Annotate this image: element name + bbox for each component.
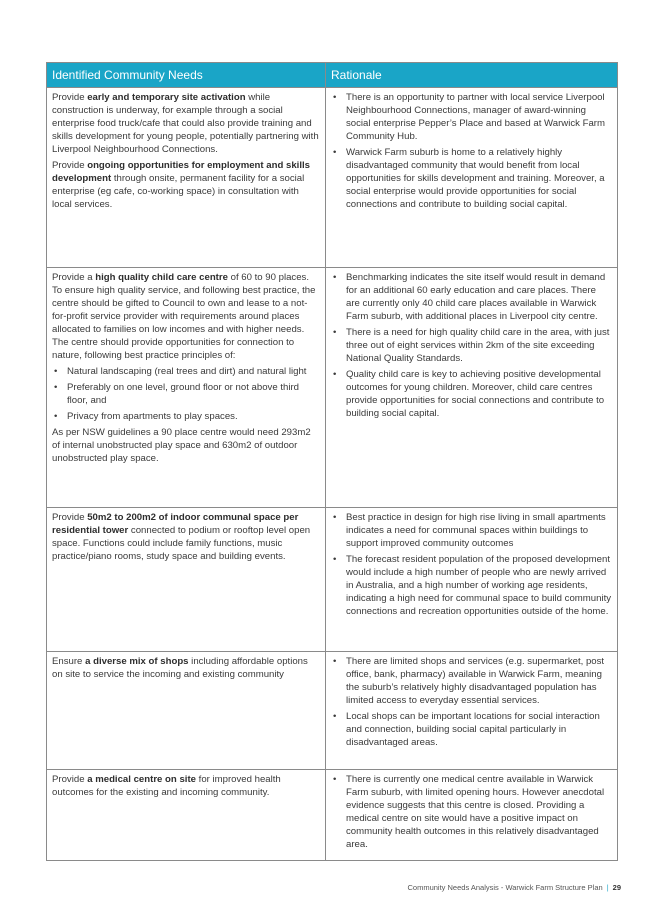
needs-table — [46, 62, 618, 861]
list-item: • There is an opportunity to partner with local service Liverpool Neighbourhood Connections, manager of award-winning social enterprise Pepper’s Place and based at Warwick Farm Community Hub. — [331, 91, 612, 143]
text: including affordable options on site to service the incoming and existing community — [52, 656, 308, 680]
text: Provide — [52, 774, 88, 785]
text: through onsite, permanent facility for a social enterprise (eg cafe, co-working space) in consultation with local services. — [52, 173, 305, 210]
footer-title: Community Needs Analysis - Warwick Farm Structure Plan — [407, 883, 603, 892]
table-row — [47, 770, 618, 861]
need-highlight: early and temporary site activation — [87, 92, 246, 103]
text: Provide a — [52, 272, 96, 283]
need-highlight: a diverse mix of shops — [85, 656, 189, 667]
table-row — [47, 88, 618, 268]
need-cell — [47, 268, 326, 508]
list-item: • Quality child care is key to achieving positive developmental outcomes for young children. Moreover, child care centres provide opportunities for social connections and contribute to building social capital. — [331, 368, 612, 420]
rationale-cell — [326, 770, 618, 861]
principles-list — [52, 365, 320, 423]
table-row — [47, 268, 618, 508]
need-highlight: ongoing opportunities for employment and skills development — [52, 160, 311, 184]
rationale-list — [331, 271, 612, 420]
text: Provide — [52, 512, 88, 523]
list-item: • Privacy from apartments to play spaces. — [52, 410, 320, 423]
need-paragraph — [52, 271, 320, 362]
table-row — [47, 652, 618, 770]
need-cell — [47, 508, 326, 652]
list-item: • There are limited shops and services (e.g. supermarket, post office, bank, pharmacy) available in Warwick Farm, meaning the suburb’s relatively highly disadvantaged population has limited access to everyday essential services. — [331, 655, 612, 707]
need-highlight: a medical centre on site — [87, 774, 196, 785]
text: for improved health outcomes for the existing and incoming community. — [52, 774, 281, 798]
rationale-cell — [326, 508, 618, 652]
need-paragraph — [52, 655, 320, 681]
list-item: • The forecast resident population of the proposed development would include a high number of people who are newly arrived in Australia, and a high number of working age residents, indicating a high need for communal space to build community connections and recreation opportunities outside of the home. — [331, 553, 612, 618]
header-identified-needs: Identified Community Needs — [47, 63, 326, 88]
need-paragraph — [52, 511, 320, 563]
rationale-list — [331, 655, 612, 749]
table-row — [47, 508, 618, 652]
list-item: • There is a need for high quality child care in the area, with just three out of eight services within 2km of the site exceeding National Quality Standards. — [331, 326, 612, 365]
rationale-list — [331, 773, 612, 851]
need-highlight: 50m2 to 200m2 of indoor communal space per residential tower — [52, 512, 299, 536]
need-paragraph — [52, 91, 320, 156]
footer-separator: | — [606, 883, 609, 892]
need-paragraph — [52, 773, 320, 799]
list-item: • Benchmarking indicates the site itself would result in demand for an additional 60 early education and care places. There are currently only 40 child care places available in Warwick Farm suburb, with additional places in Liverpool city centre. — [331, 271, 612, 323]
table-header-row — [47, 63, 618, 88]
list-item: • There is currently one medical centre available in Warwick Farm suburb, with limited opening hours. However anecdotal evidence suggests that this centre is closed. Providing a medical centre on site would have a positive impact on community health outcomes in this relatively disadvantaged area. — [331, 773, 612, 851]
list-item: • Best practice in design for high rise living in small apartments indicates a need for communal spaces within buildings to support improved community outcomes — [331, 511, 612, 550]
page-footer — [408, 883, 622, 892]
text: Provide — [52, 92, 88, 103]
need-cell — [47, 770, 326, 861]
need-highlight: high quality child care centre — [95, 272, 228, 283]
text: connected to podium or rooftop level open space. Functions could include family functions, music practice/piano rooms, study space and building events. — [52, 525, 311, 562]
list-item: • Warwick Farm suburb is home to a relatively highly disadvantaged community that would benefit from local opportunities for skills development and training. Moreover, a social enterprise would provide opportunities for social connections and contribute to building social capital. — [331, 146, 612, 211]
need-paragraph — [52, 159, 320, 211]
list-item: • Local shops can be important locations for social interaction and connection, building social capital particularly in disadvantaged areas. — [331, 710, 612, 749]
rationale-cell — [326, 88, 618, 268]
page-number: 29 — [612, 883, 621, 892]
text: while construction is underway, for example through a social enterprise food truck/cafe that could also provide training and skills development for young people, potentially partnering with Liverpool Neighbourhood Connections. — [52, 92, 319, 155]
list-item: • Preferably on one level, ground floor or not above third floor, and — [52, 381, 320, 407]
text: Ensure — [52, 656, 86, 667]
rationale-list — [331, 511, 612, 618]
header-rationale: Rationale — [326, 63, 618, 88]
rationale-list — [331, 91, 612, 211]
list-item: • Natural landscaping (real trees and dirt) and natural light — [52, 365, 320, 378]
need-cell — [47, 652, 326, 770]
need-paragraph: As per NSW guidelines a 90 place centre would need 293m2 of internal unobstructed play space and 630m2 of outdoor unobstructed play space. — [52, 427, 311, 464]
text: of 60 to 90 places. To ensure high quality service, and following best practice, the centre should be gifted to Council to own and lease to a not-for-profit service provider with requirements around places allocated to families on low incomes and with higher needs. The centre should provide opportunities for connection to nature, following best practice principles of: — [52, 272, 316, 361]
rationale-cell — [326, 268, 618, 508]
need-cell — [47, 88, 326, 268]
text: Provide — [52, 160, 88, 171]
rationale-cell — [326, 652, 618, 770]
